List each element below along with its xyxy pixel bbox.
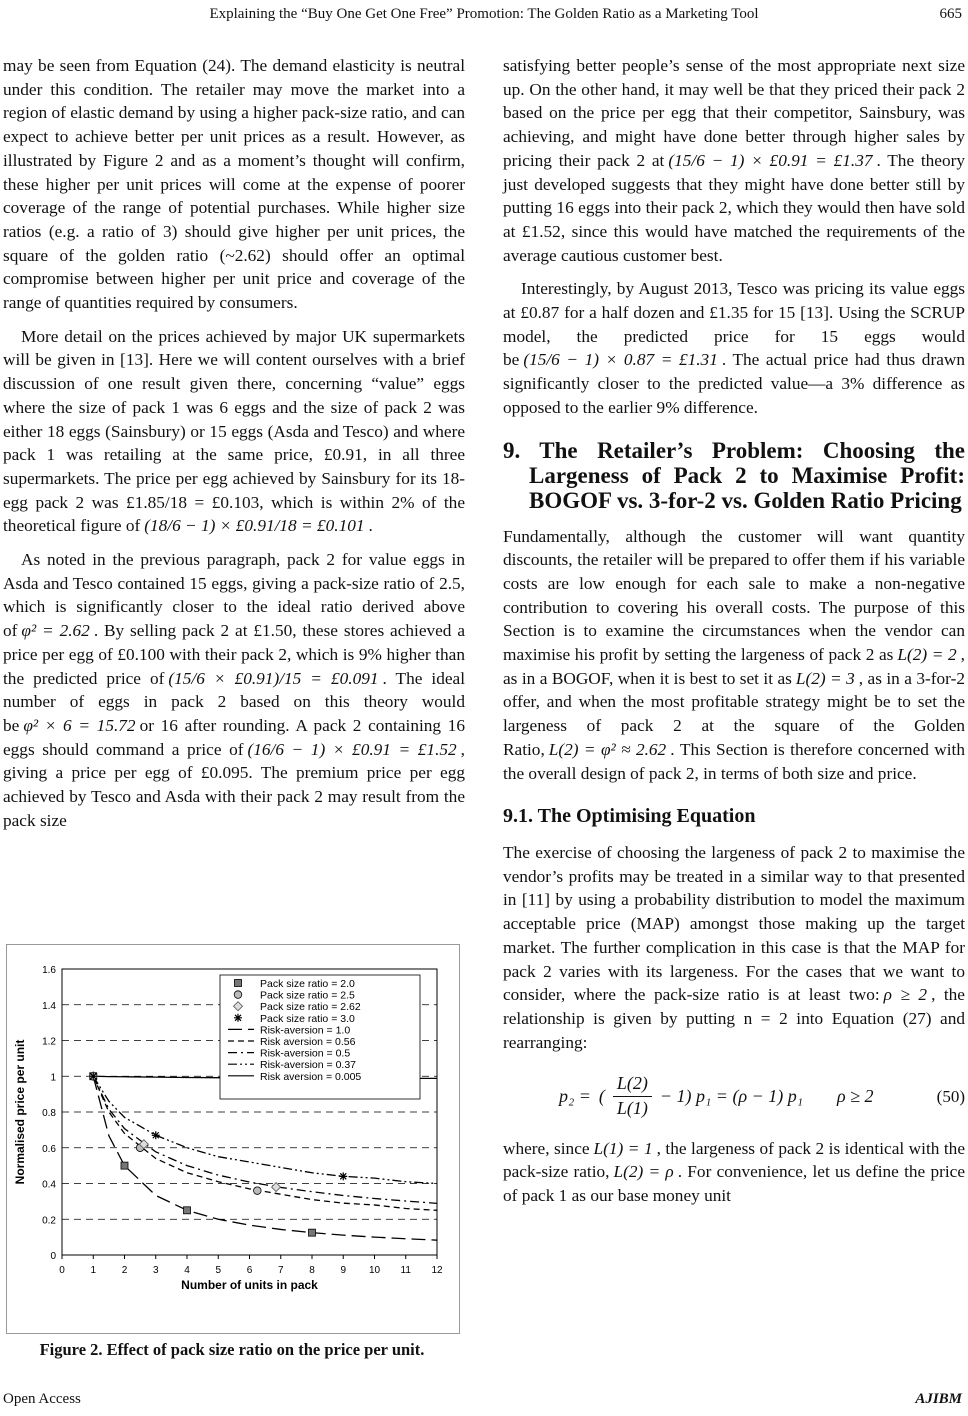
- inline-math: (18/6 − 1) × £0.91/18 = £0.101: [144, 516, 365, 536]
- series-line: [93, 1076, 437, 1240]
- page-number: 665: [939, 6, 962, 22]
- y-tick-label: 0.2: [42, 1215, 56, 1227]
- x-tick-label: 4: [184, 1265, 190, 1276]
- x-tick-label: 12: [431, 1265, 443, 1276]
- paragraph: Fundamentally, although the customer will want quantity discounts, the retailer will be prepared to offer them if his variable costs are low enough for each sale to make a non-negative contribution to covering his overall costs. The purpose of this Section is to examine the circumstances when the vendor can maximise his profit by setting the largeness of pack 2 as L(2) = 2 , as in a BOGOF, when it is best to set it as L(2) = 3 , as in a 3-for-2 offer, and when the most profitable strategy might be to set the largeness of pack 2 at the square of the Golden Ratio, L(2) = φ² ≈ 2.62 . This Section is therefore concerned with the overall design of pack 2, in terms of both size and price.: [503, 526, 965, 783]
- legend-label: Risk aversion = 0.56: [260, 1036, 356, 1048]
- data-point: [234, 991, 242, 999]
- eq-condition: ρ ≥ 2: [836, 1085, 874, 1106]
- legend-label: Risk aversion = 0.005: [260, 1070, 362, 1083]
- inline-math: φ² × 6 = 15.72: [23, 715, 136, 735]
- inline-math: L(1) = 1: [593, 1138, 653, 1158]
- eq-fraction: [613, 1072, 652, 1120]
- data-point: [121, 1162, 128, 1169]
- paragraph: The exercise of choosing the largeness of pack 2 to maximise the vendor’s profits may be treated in a similar way to that presented in [11] by using a probability distribution to model the maximum acceptable price (MAP) amongst those making up the target market. The further complication in this case is that the MAP for pack 2 varies with its largeness. For the cases that we want to consider, where the pack-size ratio is at least two: ρ ≥ 2 , the relationship is given by putting n = 2 into Equation (27) and rearranging:: [503, 842, 965, 1052]
- y-tick-label: 1.6: [42, 965, 56, 976]
- eq-numerator: L(2): [613, 1072, 652, 1097]
- data-point: [184, 1207, 191, 1214]
- y-tick-label: 0.6: [42, 1143, 56, 1155]
- paragraph: where, since L(1) = 1 , the largeness of pack 2 is identical with the pack-size ratio, L(2) = ρ . For convenience, let us define the price of pack 1 as our base money unit: [503, 1138, 965, 1206]
- eq-lhs: p₂ =: [559, 1085, 591, 1106]
- data-point: [309, 1229, 316, 1236]
- legend-label: Pack size ratio = 2.0: [260, 978, 355, 990]
- data-point: [339, 1172, 347, 1180]
- x-tick-label: 0: [59, 1265, 65, 1276]
- legend-label: Pack size ratio = 2.5: [260, 989, 355, 1002]
- footer-open-access: Open Access: [3, 1391, 81, 1407]
- inline-math: L(2) = φ² ≈ 2.62: [548, 739, 667, 759]
- legend-label: Pack size ratio = 2.62: [260, 1001, 361, 1014]
- inline-math: (15/6 − 1) × £0.91 = £1.37: [668, 150, 873, 170]
- inline-math: ρ ≥ 2: [883, 985, 928, 1005]
- right-column: [503, 54, 965, 1218]
- x-tick-label: 9: [340, 1265, 347, 1276]
- x-tick-label: 6: [246, 1265, 253, 1276]
- section-heading: 9. The Retailer’s Problem: Choosing the Largeness of Pack 2 to Maximise Profit: BOGOF vs. 3-for-2 vs. Golden Ratio Pricing: [503, 437, 965, 513]
- x-tick-label: 11: [400, 1265, 411, 1276]
- figure-caption: Figure 2. Effect of pack size ratio on the price per unit.: [39, 1340, 425, 1359]
- inline-math: L(2) = ρ: [613, 1162, 674, 1182]
- inline-math: L(2) = 2: [897, 645, 957, 665]
- y-tick-label: 0.8: [42, 1108, 56, 1119]
- equation-50: p₂ = ( $\frac{L(2)}{L(1)}$ − 1) p₁ = (ρ − 1) p₁ ρ ≥ 2 (50): [503, 1072, 965, 1120]
- inline-math: (15/6 × £0.91)/15 = £0.091: [168, 668, 379, 688]
- legend-label: Risk-aversion = 1.0: [260, 1024, 351, 1037]
- data-point: [254, 1187, 262, 1195]
- figure-2: [6, 944, 460, 1334]
- subsection-heading: 9.1. The Optimising Equation: [503, 805, 756, 828]
- inline-math: (16/6 − 1) × £0.91 = £1.52: [247, 739, 457, 759]
- inline-math: φ² = 2.62: [21, 621, 90, 641]
- data-point: [272, 1183, 281, 1192]
- x-tick-label: 8: [309, 1265, 315, 1276]
- x-tick-label: 3: [152, 1265, 159, 1276]
- equation-number: (50): [936, 1086, 965, 1106]
- data-point: [235, 980, 242, 987]
- legend-label: Pack size ratio = 3.0: [260, 1012, 355, 1025]
- eq-denominator: L(1): [616, 1098, 648, 1119]
- paragraph: Interestingly, by August 2013, Tesco was pricing its value eggs at £0.87 for a half dozen and £1.35 for 15 [13]. Using the SCRUP model, the predicted price for 15 eggs would be (15/6 − 1) × 0.87 = £1.31 . The actual price had thus drawn significantly closer to the predicted value—a 3% difference as opposed to the earlier 9% difference.: [503, 279, 965, 417]
- x-tick-label: 1: [90, 1265, 97, 1276]
- inline-math: L(2) = 3: [795, 668, 855, 688]
- y-tick-label: 1.4: [42, 1000, 56, 1012]
- paragraph: satisfying better people’s sense of the most appropriate next size up. On the other hand, it may well be that they priced their pack 2 based on the price per egg that their competitor, Sainsbury, was achieving, and might have done better through higher sales by pricing their pack 2 at (15/6 − 1) × £0.91 = £1.37 . The theory just developed suggests that they might have done better still by putting 16 eggs into their pack 2, which they would then have sold at £1.52, since this would have matched the requirements of the average cautious customer best.: [503, 56, 966, 265]
- legend-label: Risk-aversion = 0.5: [260, 1047, 351, 1060]
- data-point: [89, 1072, 97, 1080]
- y-tick-label: 0: [50, 1251, 56, 1262]
- running-header: Explaining the “Buy One Get One Free” Promotion: The Golden Ratio as a Marketing Tool: [209, 6, 759, 22]
- x-tick-label: 7: [277, 1265, 284, 1276]
- left-column: [3, 54, 465, 843]
- x-tick-label: 2: [121, 1265, 128, 1276]
- y-axis-label: Normalised price per unit: [13, 1039, 27, 1185]
- legend-label: Risk-aversion = 0.37: [260, 1059, 357, 1072]
- paragraph: may be seen from Equation (24). The demand elasticity is neutral under this condition. The retailer may move the market into a region of elastic demand by using a higher pack-size ratio, and can expect to achieve better per unit prices as a result. However, as illustrated by Figure 2 and as a moment’s thought will confirm, these higher per unit prices will come at the expense of poorer coverage of the range of potential purchases. While higher size ratios (e.g. a ratio of 3) should give higher per unit prices, the square of the golden ratio (~2.62) should offer an optimal compromise between higher per unit price and coverage of the range of quantities required by consumers.: [3, 56, 465, 313]
- paragraph: More detail on the prices achieved by major UK supermarkets will be given in [13]. Here we will content ourselves with a brief discussion of one result given there, concerning “value” eggs where the size of pack 1 was 6 eggs and the size of pack 2 was either 18 eggs (Sainsbury) or 15 eggs (Asda and Tesco) and where pack 1 was retailing at the same price, £0.91, in all three supermarkets. The price per egg achieved by Sainsbury for its 18-egg pack 2 was £1.85/18 = £0.103, which is within 2% of the theoretical figure of (18/6 − 1) × £0.91/18 = £0.101 .: [3, 326, 465, 536]
- paragraph: As noted in the previous paragraph, pack 2 for value eggs in Asda and Tesco contained 15 eggs, giving a pack-size ratio of 2.5, which is significantly closer to the ideal ratio derived above of φ² = 2.62 . By selling pack 2 at £1.50, these stores achieved a price per egg of £0.100 with their pack 2, which is 9% higher than the predicted price of (15/6 × £0.91)/15 = £0.091 . The ideal number of eggs in pack 2 based on this theory would be φ² × 6 = 15.72 or 16 after rounding. A pack 2 containing 16 eggs should command a price of (16/6 − 1) × £0.91 = £1.52 , giving a price per egg of £0.095. The premium price per egg achieved by Tesco and Asda with their pack 2 may result from the pack size: [3, 550, 466, 830]
- x-tick-label: 5: [215, 1265, 222, 1276]
- x-tick-label: 10: [368, 1265, 381, 1276]
- price-per-unit-chart: [7, 945, 459, 1333]
- y-tick-label: 1.2: [42, 1036, 56, 1048]
- data-point: [234, 1014, 242, 1022]
- y-tick-label: 1: [50, 1072, 56, 1084]
- inline-math: (15/6 − 1) × 0.87 = £1.31: [523, 350, 718, 370]
- data-point: [152, 1131, 160, 1139]
- footer-journal: AJIBM: [915, 1391, 962, 1407]
- y-tick-label: 0.4: [42, 1179, 56, 1191]
- x-axis-label: Number of units in pack: [181, 1278, 318, 1292]
- eq-middle: − 1) p₁ = (ρ − 1) p₁: [659, 1085, 803, 1106]
